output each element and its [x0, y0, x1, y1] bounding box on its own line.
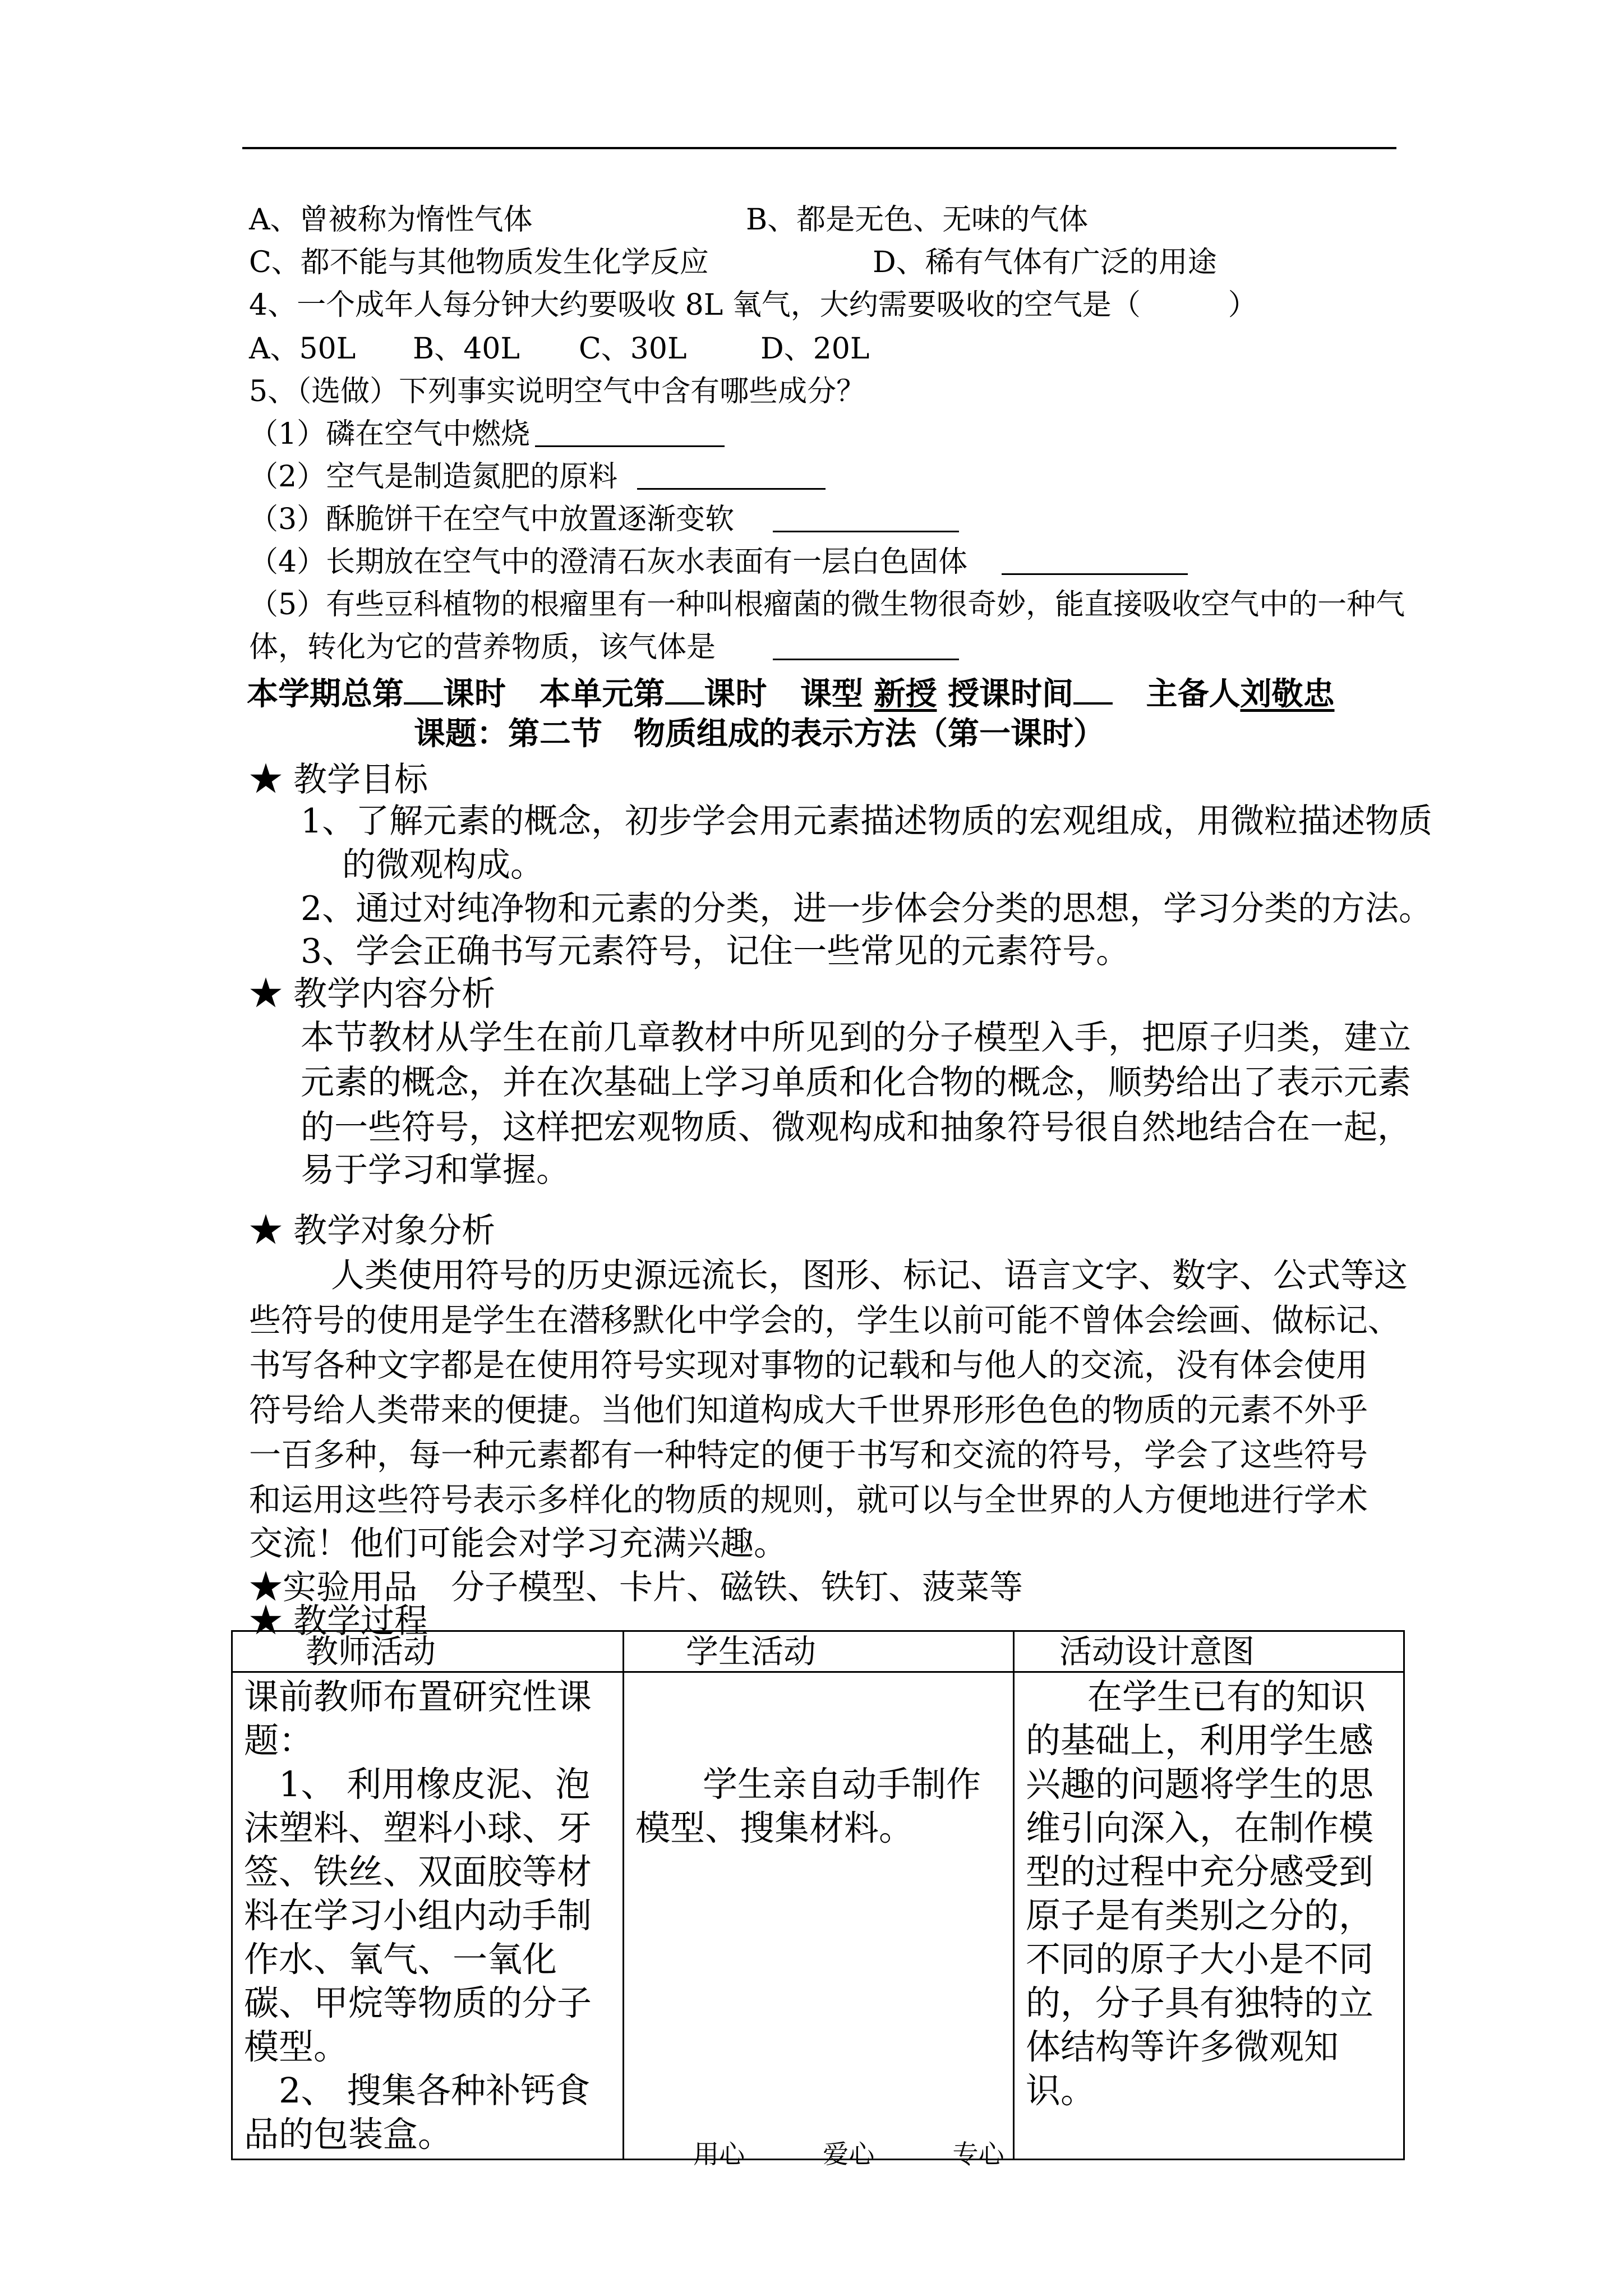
- goal-3: 3、学会正确书写元素符号，记住一些常见的元素符号。: [301, 932, 1130, 971]
- footer: [693, 2136, 1004, 2172]
- process-table: [231, 1630, 1405, 2160]
- header-student: 学生活动: [624, 1631, 1014, 1672]
- blank: [665, 671, 704, 705]
- lesson-type-value: 新授: [874, 675, 937, 712]
- audience-line: 书写各种文字都是在使用符号实现对事物的记载和与他人的交流，没有体会使用: [249, 1347, 1368, 1384]
- blank: [404, 671, 443, 705]
- audience-line: 和运用这些符号表示多样化的物质的规则，就可以与全世界的人方便地进行学术: [249, 1481, 1368, 1519]
- materials: ★实验用品 分子模型、卡片、磁铁、铁钉、菠菜等: [249, 1568, 1023, 1607]
- preparer-name: 刘敬忠: [1240, 675, 1335, 712]
- q5-item-3: [249, 501, 734, 537]
- footer-item: 专心: [952, 2139, 1004, 2169]
- footer-item: 用心: [693, 2139, 745, 2169]
- q3-option-b: B、都是无色、无味的气体: [746, 203, 1089, 237]
- teacher-activity: 课前教师布置研究性课题： 1、 利用橡皮泥、泡沫塑料、塑料小球、牙签、铁丝、双面胶等材料在学习小组内动手制作水、氧气、一氧化碳、甲烷等物质的分子模型。 2、 搜集各种补钙食品的包装盒。: [232, 1672, 624, 2160]
- answer-blank: [1002, 544, 1188, 575]
- footer-item: 爱心: [823, 2139, 875, 2169]
- lesson-time-label: 授课时间: [948, 675, 1073, 712]
- q3-option-c: C、都不能与其他物质发生化学反应: [249, 246, 709, 279]
- goals-title: ★ 教学目标: [249, 760, 428, 799]
- q4-stem: 4、一个成年人每分钟大约要吸收 8L 氧气，大约需要吸收的空气是（ ）: [249, 288, 1257, 322]
- q4-option-b: B、40L: [413, 332, 520, 366]
- student-activity: 学生亲自动手制作模型、搜集材料。: [624, 1672, 1014, 2160]
- answer-blank: [535, 416, 725, 447]
- lesson-period-label: 课时: [443, 675, 506, 712]
- audience-line: 交流！他们可能会对学习充满兴趣。: [249, 1524, 787, 1563]
- lesson-topic: 课题：第二节 物质组成的表示方法（第一课时）: [414, 715, 1105, 752]
- process-title: ★ 教学过程: [249, 1602, 428, 1641]
- q4-option-d: D、20L: [760, 332, 870, 366]
- content-line: 本节教材从学生在前几章教材中所见到的分子模型入手，把原子归类，建立: [301, 1018, 1411, 1057]
- goal-1-cont: 的微观构成。: [342, 845, 544, 885]
- unit-label: 本单元第: [539, 675, 665, 712]
- q3-option-d: D、稀有气体有广泛的用途: [873, 246, 1217, 279]
- table-row: [232, 1672, 1404, 2160]
- content-line: 元素的概念，并在次基础上学习单质和化合物的概念，顺势给出了表示元素: [301, 1063, 1411, 1102]
- answer-blank: [637, 459, 826, 490]
- blank: [1073, 671, 1113, 705]
- q5-item-2: [249, 459, 617, 495]
- answer-blank: [773, 501, 959, 532]
- q5-item-text: （2）空气是制造氮肥的原料: [249, 460, 618, 494]
- q3-option-a: A、曾被称为惰性气体: [249, 203, 533, 237]
- q5-item-text: （3）酥脆饼干在空气中放置逐渐变软: [249, 503, 735, 536]
- header-intent: 活动设计意图: [1014, 1631, 1404, 1672]
- table-header-row: [232, 1631, 1404, 1672]
- lesson-header: [247, 671, 1335, 714]
- preparer-label: 主备人: [1146, 675, 1241, 712]
- q4-option-c: C、30L: [579, 332, 687, 366]
- audience-line: 些符号的使用是学生在潜移默化中学会的，学生以前可能不曾体会绘画、做标记、: [249, 1302, 1400, 1339]
- q5-item-1: [249, 416, 530, 452]
- answer-blank: [773, 629, 959, 660]
- header-teacher: 教师活动: [232, 1631, 624, 1672]
- audience-line: 人类使用符号的历史源远流长，图形、标记、语言文字、数字、公式等这: [331, 1256, 1408, 1295]
- header-rule: [242, 147, 1396, 149]
- content-line: 的一些符号，这样把宏观物质、微观构成和抽象符号很自然地结合在一起，: [301, 1108, 1411, 1147]
- q4-option-a: A、50L: [249, 332, 356, 366]
- q5-item-4: [249, 544, 967, 580]
- lesson-type-label: 课型: [800, 675, 863, 712]
- design-intent: 在学生已有的知识的基础上，利用学生感兴趣的问题将学生的思维引向深入，在制作模型的过程中充分感受到原子是有类别之分的，不同的原子大小是不同的，分子具有独特的立体结构等许多微观知识。: [1014, 1672, 1404, 2160]
- q5-item-text: （1）磷在空气中燃烧: [249, 417, 531, 451]
- audience-title: ★ 教学对象分析: [249, 1211, 496, 1250]
- lesson-total-label: 本学期总第: [247, 675, 404, 712]
- q5-item-5: （5）有些豆科植物的根瘤里有一种叫根瘤菌的微生物很奇妙，能直接吸收空气中的一种气: [249, 588, 1405, 622]
- audience-line: 一百多种，每一种元素都有一种特定的便于书写和交流的符号，学会了这些符号: [249, 1437, 1368, 1474]
- q5-item-5-cont: 体，转化为它的营养物质，该气体是: [249, 631, 716, 664]
- content-title: ★ 教学内容分析: [249, 974, 496, 1014]
- q5-item-text: （4）长期放在空气中的澄清石灰水表面有一层白色固体: [249, 545, 968, 579]
- content-line: 易于学习和掌握。: [301, 1151, 570, 1190]
- goal-1: 1、了解元素的概念，初步学会用元素描述物质的宏观组成，用微粒描述物质: [301, 802, 1433, 841]
- audience-line: 符号给人类带来的便捷。当他们知道构成大千世界形形色色的物质的元素不外乎: [249, 1392, 1368, 1429]
- unit-period-label: 课时: [704, 675, 767, 712]
- goal-2: 2、通过对纯净物和元素的分类，进一步体会分类的思想，学习分类的方法。: [301, 889, 1433, 928]
- q5-stem: 5、（选做）下列事实说明空气中含有哪些成分？: [249, 375, 866, 408]
